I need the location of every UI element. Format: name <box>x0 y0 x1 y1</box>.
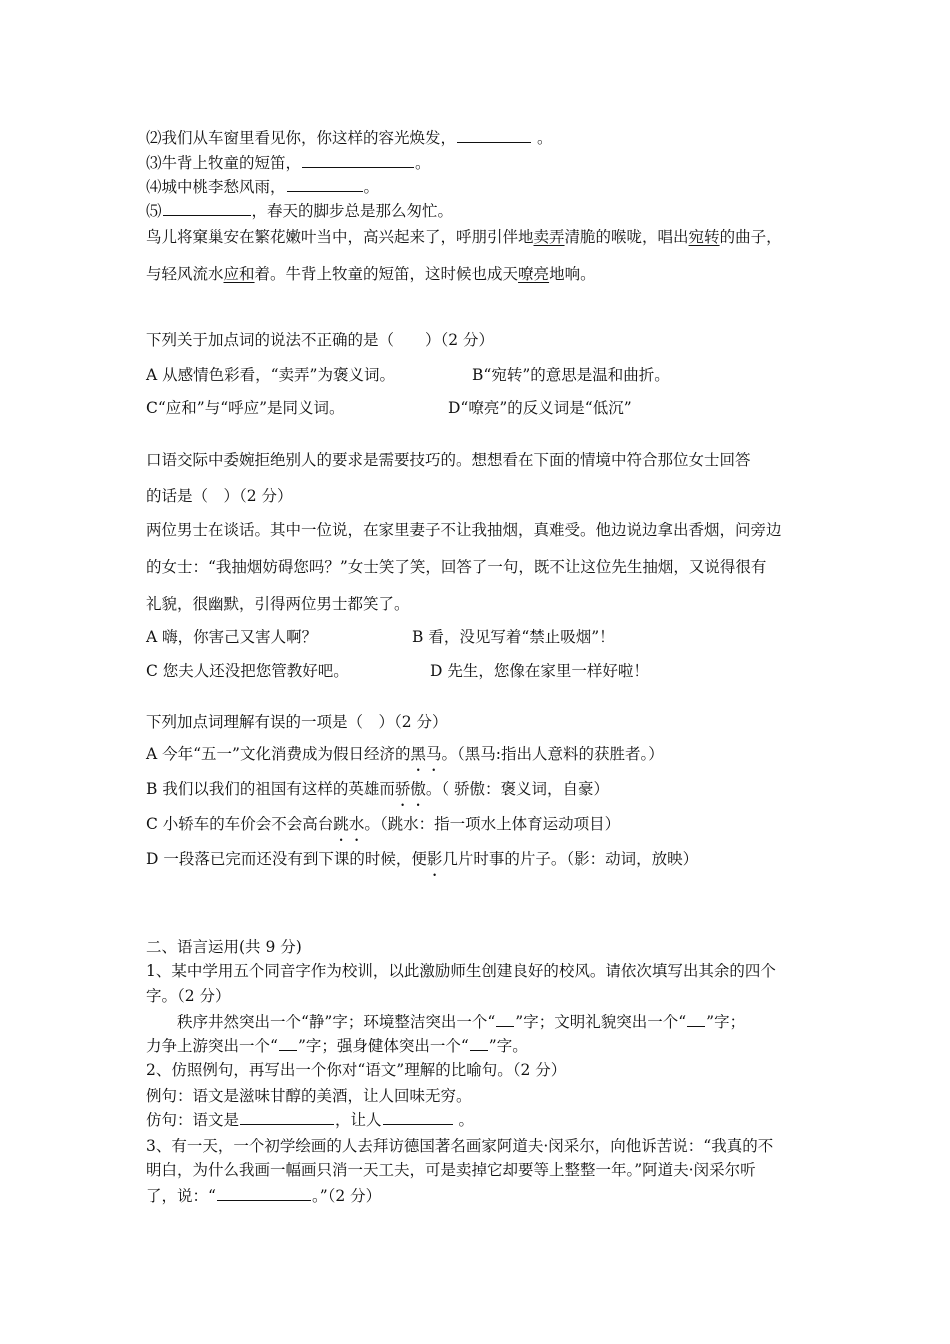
answer-blank[interactable] <box>687 1012 705 1027</box>
q1-stem: 下列关于加点词的说法不正确的是（ ）（2 分） <box>146 331 495 349</box>
emphasis-dot-char: 傲 <box>410 780 426 798</box>
q2-context-line-3: 礼貌，很幽默，引得两位男士都笑了。 <box>146 595 410 613</box>
s2-q1-line-2: 字。（2 分） <box>146 987 231 1005</box>
s2-q2-line-1: 2、仿照例句，再写出一个你对“语文”理解的比喻句。（2 分） <box>146 1061 567 1079</box>
passage-text: 的曲子， <box>719 228 782 246</box>
item-3-text: ⑶牛背上牧童的短笛， <box>146 154 302 172</box>
s2-q1-line-3 <box>146 1012 745 1032</box>
passage-text: 鸟儿将窠巢安在繁花嫩叶当中，高兴起来了，呼朋引伴地 <box>146 228 534 246</box>
q3-option-b[interactable] <box>146 779 609 799</box>
q2-context-line-2: 的女士：“我抽烟妨碍您吗？”女士笑了笑，回答了一句，既不让这位先生抽烟，又说得很有 <box>146 558 767 576</box>
q3-option-a[interactable] <box>146 744 664 764</box>
item-4-text: ⑷城中桃李愁风雨， <box>146 178 286 196</box>
passage-text: 与轻风流水 <box>146 265 224 283</box>
dotted-word <box>410 745 441 763</box>
item-3-end: 。 <box>415 154 431 172</box>
emphasis-dot-char: 马 <box>426 745 442 763</box>
s2-q3-line-1: 3、有一天，一个初学绘画的人去拜访德国著名画家阿道夫·闵采尔，向他诉苦说：“我真的不 <box>146 1137 774 1155</box>
item-2 <box>146 128 552 148</box>
section-2-title: 二、语言运用(共 9 分) <box>146 938 302 956</box>
passage-line-1 <box>146 227 782 247</box>
text: ”字； <box>706 1013 746 1031</box>
q2-option-b[interactable]: B 看，没见写着“禁止吸烟”！ <box>412 628 615 646</box>
dotted-word <box>427 850 443 868</box>
item-2-text: ⑵我们从车窗里看见你，你这样的容光焕发， <box>146 129 457 147</box>
answer-blank[interactable] <box>470 1036 488 1051</box>
item-4-end: 。 <box>363 178 380 196</box>
option-text: 几片时事的片子。（影：动词，放映） <box>442 850 699 868</box>
q2-context-line-1: 两位男士在谈话。其中一位说，在家里妻子不让我抽烟，真难受。他边说边拿出香烟，问旁边 <box>146 521 782 539</box>
passage-text: 地响。 <box>549 265 596 283</box>
s2-q2-answer <box>146 1110 474 1130</box>
s2-q3-line-2: 明白，为什么我画一幅画只消一天工夫，可是卖掉它却要等上整整一年。”阿道夫·闵采尔听 <box>146 1161 756 1179</box>
underlined-word: 嘹亮 <box>518 265 550 283</box>
underlined-word: 宛转 <box>688 228 720 246</box>
text: 。 <box>453 1111 474 1129</box>
answer-blank[interactable] <box>240 1110 334 1125</box>
q2-option-c[interactable]: C 您夫人还没把您管教好吧。 <box>146 662 349 680</box>
option-text: C 小轿车的车价会不会高台 <box>146 815 334 833</box>
underlined-word: 应和 <box>223 265 255 283</box>
answer-blank[interactable] <box>302 153 414 168</box>
s2-q2-example: 例句：语文是滋味甘醇的美酒，让人回味无穷。 <box>146 1087 472 1105</box>
item-5 <box>146 201 453 221</box>
answer-blank[interactable] <box>287 177 363 192</box>
q1-option-a[interactable]: A 从感情色彩看，“卖弄”为褒义词。 <box>146 366 395 384</box>
item-5-text: ，春天的脚步总是那么匆忙。 <box>251 202 454 220</box>
q2-stem-line-2: 的话是（ ）（2 分） <box>146 487 293 505</box>
q2-option-d[interactable]: D 先生，您像在家里一样好啦！ <box>430 662 649 680</box>
text: 仿句：语文是 <box>146 1111 240 1129</box>
text: ”字；文明礼貌突出一个“ <box>515 1013 687 1031</box>
q2-option-a[interactable]: A 嗨，你害己又害人啊？ <box>146 628 318 646</box>
text: 了，说：“ <box>146 1187 216 1205</box>
answer-blank[interactable] <box>279 1036 297 1051</box>
answer-blank[interactable] <box>163 201 251 216</box>
option-text: D 一段落已完而还没有到下课的时候，便 <box>146 850 427 868</box>
dotted-word <box>333 815 364 833</box>
item-5-num: ⑸ <box>146 202 162 220</box>
passage-line-2 <box>146 264 596 284</box>
underlined-word: 卖弄 <box>533 228 565 246</box>
text: 秩序井然突出一个“静”字；环境整洁突出一个“ <box>146 1013 496 1031</box>
item-2-end: 。 <box>532 129 553 147</box>
passage-text: 清脆的喉咙，唱出 <box>564 228 689 246</box>
option-text: A 今年“五一”文化消费成为假日经济的 <box>146 745 411 763</box>
text: 。”（2 分） <box>311 1187 382 1205</box>
q3-option-c[interactable] <box>146 814 620 834</box>
q1-option-b[interactable]: B“宛转”的意思是温和曲折。 <box>472 366 670 384</box>
item-4 <box>146 177 379 197</box>
q3-stem: 下列加点词理解有误的一项是（ ）（2 分） <box>146 713 448 731</box>
text: ”字；强身健体突出一个“ <box>297 1037 469 1055</box>
dotted-word <box>395 780 426 798</box>
text: 力争上游突出一个“ <box>146 1037 278 1055</box>
emphasis-dot-char: 影 <box>426 850 443 868</box>
answer-blank[interactable] <box>457 128 531 143</box>
option-text: 。（黑马:指出人意料的获胜者。） <box>441 745 664 763</box>
q2-stem-line-1: 口语交际中委婉拒绝别人的要求是需要技巧的。想想看在下面的情境中符合那位女士回答 <box>146 451 751 469</box>
option-text: 。（跳水：指一项水上体育运动项目） <box>364 815 621 833</box>
emphasis-dot-char: 跳 <box>333 815 349 833</box>
emphasis-dot-char: 黑 <box>410 745 426 763</box>
s2-q3-line-3 <box>146 1186 381 1206</box>
emphasis-dot-char: 水 <box>348 815 365 833</box>
option-text: B 我们以我们的祖国有这样的英雄而 <box>146 780 395 798</box>
answer-blank[interactable] <box>496 1012 514 1027</box>
q3-option-d[interactable] <box>146 849 698 869</box>
q1-option-c[interactable]: C“应和”与“呼应”是同义词。 <box>146 399 345 417</box>
emphasis-dot-char: 骄 <box>394 780 411 798</box>
answer-blank[interactable] <box>383 1110 453 1125</box>
q1-option-d[interactable]: D“嘹亮”的反义词是“低沉” <box>448 399 632 417</box>
item-3 <box>146 153 431 173</box>
text: ”字。 <box>488 1037 528 1055</box>
s2-q1-line-4 <box>146 1036 528 1056</box>
s2-q1-line-1: 1、某中学用五个同音字作为校训，以此激励师生创建良好的校风。请依次填写出其余的四个 <box>146 962 776 980</box>
option-text: 。（ 骄傲：褒义词，自豪） <box>425 780 610 798</box>
text: ，让人 <box>335 1111 382 1129</box>
answer-blank[interactable] <box>217 1186 311 1201</box>
passage-text: 着。牛背上牧童的短笛，这时候也成天 <box>254 265 519 283</box>
